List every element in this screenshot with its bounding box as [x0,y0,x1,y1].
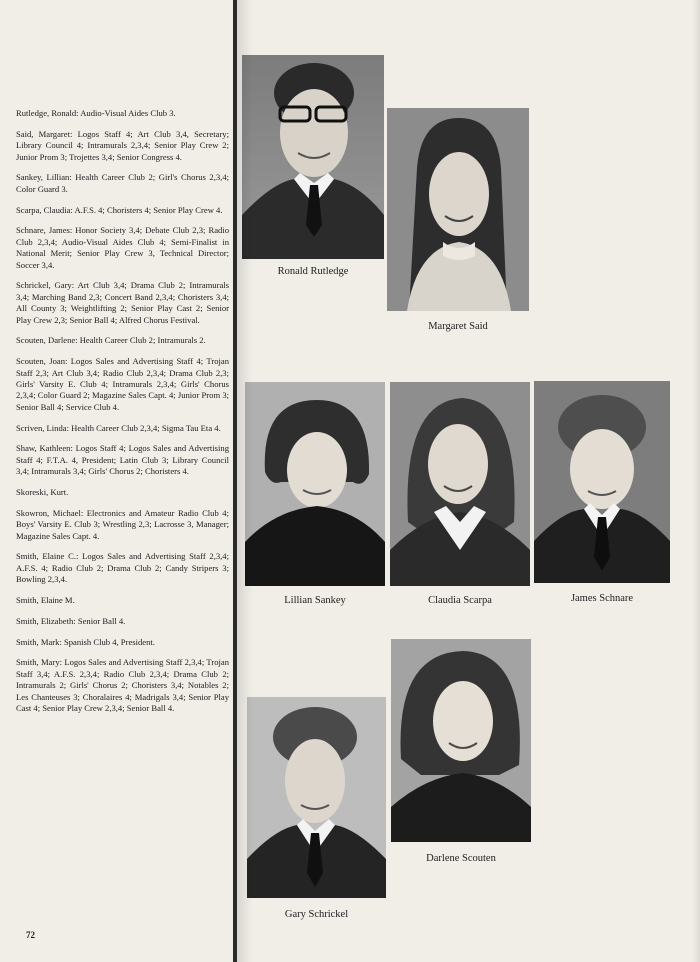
activity-entry: Sankey, Lillian: Health Career Club 2; Girl's Chorus 2,3,4; Color Guard 3. [16,172,229,194]
activity-entry: Shaw, Kathleen: Logos Staff 4; Logos Sales and Advertising Staff 4; F.T.A. 4, President; Latin Club 3; Library Council 3,4; Intramurals 3,4; Girls' Chorus 2; Choristers 4. [16,443,229,477]
activity-entry: Smith, Elaine M. [16,595,75,606]
portrait-image [391,639,531,842]
portrait-caption: Gary Schrickel [284,909,349,920]
portrait-photo-darlene-scouten [391,639,531,842]
portrait-caption: Lillian Sankey [284,595,346,606]
portrait-caption: Darlene Scouten [426,853,496,864]
portrait-caption: James Schnare [570,593,634,604]
portrait-caption: Claudia Scarpa [428,595,492,606]
portrait-photo-margaret-said [387,108,529,311]
activity-entry: Scouten, Joan: Logos Sales and Advertising Staff 4; Trojan Staff 2,3; Art Club 3,4; Radio Club 2,3,4; Drama Club 2,3; Girls' Varsity E. Club 4; Intramurals 2,3,4; Girls' Chorus 2,3,4; Color Guard 2; Magazine Sales Capt. 4; Junior Prom 3; Senior Ball 4; Service Club 4. [16,356,229,412]
portrait-photo-ronald-rutledge [242,55,384,259]
activity-entry: Smith, Elaine C.: Logos Sales and Advertising Staff 2,3,4; A.F.S. 4; Radio Club 2; Drama Club 2; Candy Stripers 3; Bowling 2,3,4. [16,551,229,585]
portrait-photo-gary-schrickel [247,697,386,898]
activity-entry: Smith, Mark: Spanish Club 4, President. [16,636,155,647]
portrait-caption: Margaret Said [428,321,488,332]
page-edge-shadow [692,0,700,962]
activity-entry: Scarpa, Claudia: A.F.S. 4; Choristers 4; Senior Play Crew 4. [16,204,223,215]
activity-entry: Schnare, James: Honor Society 3,4; Debate Club 2,3; Radio Club 2,3,4; Audio-Visual Aides Club 4; Semi-Finalist in National Merit; Senior Play Crew 3, Technical Director; Soccer 3,4. [16,225,229,270]
activity-entry: Smith, Mary: Logos Sales and Advertising Staff 2,3,4; Trojan Staff 3,4; A.F.S. 2,3,4; Radio Club 2,3,4; Drama Club 2; Intramurals 2; Girls' Chorus 2; Choristers 3,4; Notables 2; Les Chanteuses 3; Choralaires 4; Madrigals 3,4; Senior Play Cast 4; Senior Play Crew 2,3,4; Senior Ball 4. [16,657,229,714]
activity-entry: Rutledge, Ronald: Audio-Visual Aides Club 3. [16,108,176,118]
portrait-photo-claudia-scarpa [390,382,530,586]
activity-entry: Said, Margaret: Logos Staff 4; Art Club 3,4, Secretary; Library Council 4; Intramurals 2,3,4; Senior Play Crew 2; Junior Prom 3; Trojettes 3,4; Senior Congress 4. [16,128,229,162]
portrait-image [390,382,530,586]
gutter-shadow [237,0,253,962]
portrait-image [534,381,670,583]
portrait-image [247,697,386,898]
activity-entry: Schrickel, Gary: Art Club 3,4; Drama Club 2; Intramurals 3,4; Marching Band 2,3; Concert Band 2,3,4; Choristers 3,4; All County 3; Weightlifting 2; Senior Play Cast 2; Senior Play Crew 2,3; Senior Ball 4; Alfred Chorus Festival. [16,280,229,325]
portrait-caption: Ronald Rutledge [277,266,349,277]
activity-entry: Scriven, Linda: Health Career Club 2,3,4; Sigma Tau Eta 4. [16,422,221,433]
senior-activities-list [16,108,229,724]
portrait-photo-james-schnare [534,381,670,583]
portrait-image [387,108,529,311]
activity-entry: Smith, Elizabeth: Senior Ball 4. [16,615,126,626]
portrait-photo-lillian-sankey [245,382,385,586]
activity-entry: Skowron, Michael: Electronics and Amateur Radio Club 4; Boys' Varsity E. Club 3; Wrestling 2,3; Lacrosse 3, Manager; Magazine Sales Capt. 4. [16,507,229,541]
portrait-image [245,382,385,586]
activity-entry: Skoreski, Kurt. [16,487,69,498]
page-number: 72 [26,930,35,940]
portrait-image [242,55,384,259]
activity-entry: Scouten, Darlene: Health Career Club 2; Intramurals 2. [16,335,206,346]
